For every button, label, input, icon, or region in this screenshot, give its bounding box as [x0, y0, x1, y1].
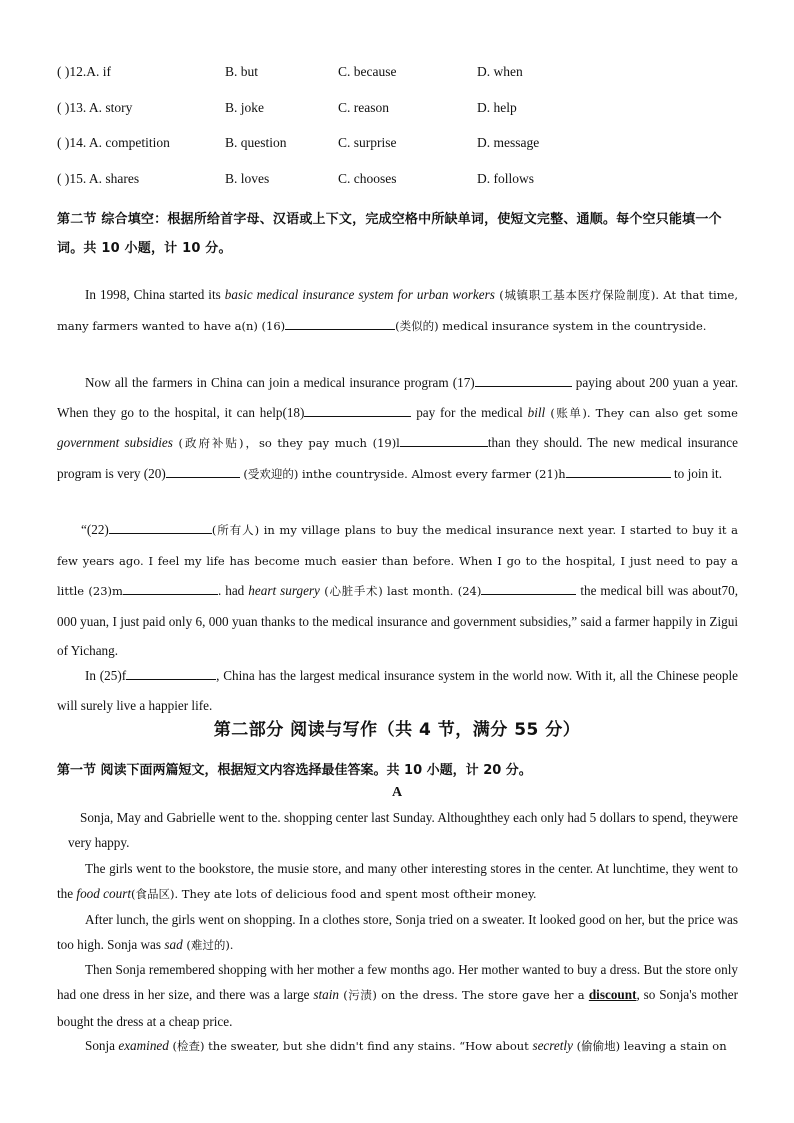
text: After lunch, the girls went on shopping. In a clothes store, Sonja tried on a sweater. It looked good on her, but the price was too high. Sonja was — [57, 912, 738, 953]
text: Now all the farmers in China can join a medical insurance program (17) — [85, 375, 475, 390]
text: than they should. The new medical insurance program is very (20) — [57, 435, 738, 481]
reading-paragraph-2 — [57, 856, 738, 908]
text: the medical bill was about70, 000 yuan, I just paid only 6, 000 yuan thanks to the medical insurance and government subsidies,” said a farmer happily in Zigui of Yichang. — [57, 583, 739, 658]
text: (食品区). They ate lots of delicious food and spent most oftheir money. — [131, 887, 537, 902]
italic-term: examined — [118, 1038, 169, 1053]
reading-paragraph-4 — [57, 957, 738, 1034]
text: The girls went to the bookstore, the musie store, and many other interesting stores in the center. At lunchtime, they went to the — [57, 861, 738, 902]
option-c: C. reason — [338, 100, 389, 115]
cloze-paragraph-2 — [57, 368, 738, 489]
italic-term: government subsidies — [57, 435, 173, 450]
mc-question-15 — [57, 171, 747, 191]
passage-label: A — [391, 785, 403, 800]
option-d: D. when — [477, 64, 523, 79]
text: (城镇职工基本医疗保险制度). At that time, many farmers wanted to have a(n) (16) — [57, 288, 738, 333]
option-b: B. question — [225, 135, 287, 150]
text: “(22) — [81, 522, 109, 537]
discount-term: discount — [588, 987, 637, 1003]
text: (账单). They can also get some — [545, 405, 738, 420]
cloze-paragraph-3 — [57, 515, 738, 666]
text: paying about 200 yuan a year. When they go to the hospital, it can help(18) — [57, 375, 738, 420]
option-b: B. joke — [225, 100, 264, 115]
reading-section-title: 第一节 阅读下面两篇短文，根据短文内容选择最佳答案。共 10 小题，计 20 分。 — [57, 763, 532, 778]
italic-term: food court — [76, 886, 132, 902]
option-b: B. loves — [225, 171, 270, 186]
cloze-paragraph-1 — [57, 280, 738, 341]
italic-term: stain — [313, 987, 340, 1003]
text: . had — [217, 583, 249, 598]
answer-blank-22[interactable] — [109, 521, 212, 534]
italic-term: basic medical insurance system for urban workers — [224, 287, 495, 302]
text: (受欢迎的) inthe countryside. Almost every farmer (21)h — [239, 466, 566, 481]
answer-blank-21[interactable] — [566, 465, 671, 478]
text: (检查) the sweater, but she didn't find any stains. “How about — [168, 1039, 533, 1053]
text: In (25)f — [85, 668, 127, 683]
text: (政府补贴)，so they pay much (19)l — [172, 436, 400, 450]
reading-paragraph-1: Sonja, May and Gabrielle went to the. shopping center last Sunday. Althoughthey each only had 5 dollars to spend, theywere very happy. — [68, 810, 739, 851]
option-d: D. follows — [477, 171, 534, 186]
mc-question-13 — [57, 100, 747, 120]
text: to join it. — [670, 465, 723, 481]
text: (所有人) in my village plans to buy the medical insurance next year. I started to buy it a few years ago. I feel my life has become much easier than before. When I go to the hospital, I just need to pay a little (23)m — [57, 523, 738, 598]
option-d: D. help — [477, 100, 517, 115]
text: (难过的). — [182, 938, 234, 953]
italic-term: heart surgery — [248, 583, 320, 598]
text: In 1998, China started its — [85, 287, 225, 302]
answer-blank-24[interactable] — [481, 582, 576, 595]
answer-blank-17[interactable] — [475, 374, 572, 387]
cloze-paragraph-4 — [57, 661, 738, 720]
question-number: ( )15. A. shares — [57, 171, 140, 186]
italic-term: secretly — [532, 1038, 573, 1053]
answer-blank-19[interactable] — [400, 434, 488, 447]
text: pay for the medical — [411, 404, 528, 420]
option-c: C. chooses — [338, 171, 397, 186]
text: (类似的) medical insurance system in the countryside. — [395, 318, 707, 333]
answer-blank-23[interactable] — [123, 582, 218, 595]
question-number: ( )14. A. competition — [57, 135, 170, 150]
question-number: ( )12.A. if — [57, 64, 111, 79]
text: (污渍) on the dress. The store gave her a — [339, 988, 589, 1003]
option-b: B. but — [225, 64, 259, 79]
text: Sonja — [85, 1038, 119, 1053]
text: Then Sonja remembered shopping with her mother a few months ago. Her mother wanted to buy a dress. But the store only had one dress in her size, and there was a large — [57, 962, 738, 1003]
text: (心脏手术) last month. (24) — [319, 584, 482, 598]
answer-blank-18[interactable] — [304, 404, 411, 417]
italic-term: bill — [527, 404, 546, 420]
mc-question-12 — [57, 64, 747, 84]
text: (偷偷地) leaving a stain on — [572, 1039, 727, 1053]
reading-paragraph-5 — [57, 1033, 738, 1059]
italic-term: sad — [164, 937, 183, 953]
answer-blank-20[interactable] — [166, 465, 240, 478]
part-2-title: 第二部分 阅读与写作（共 4 节，满分 55 分） — [213, 720, 581, 740]
section-2-title: 第二节 综合填空：根据所给首字母、汉语或上下文，完成空格中所缺单词，使短文完整、通顺。每个空只能填一个词。共 10 小题，计 10 分。 — [57, 212, 722, 256]
mc-question-14 — [57, 135, 747, 155]
option-c: C. because — [338, 64, 397, 79]
option-c: C. surprise — [338, 135, 397, 150]
answer-blank-25[interactable] — [126, 667, 216, 680]
question-number: ( )13. A. story — [57, 100, 133, 115]
option-d: D. message — [477, 135, 540, 150]
reading-paragraph-3 — [57, 907, 738, 959]
text: , China has the largest medical insurance system in the world now. With it, all the Chinese people will surely live a happier life. — [57, 668, 738, 713]
answer-blank-16[interactable] — [285, 317, 395, 330]
text: , so Sonja's mother bought the dress at a cheap price. — [57, 987, 738, 1029]
